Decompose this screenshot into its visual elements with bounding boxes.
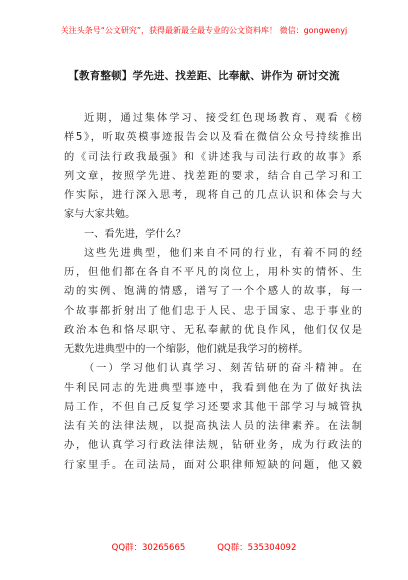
paragraph-line: 样5》，听取英模事迹报告会以及看在微信公众号持续推出 bbox=[64, 132, 362, 144]
section-heading: 一、看先进，学什么？ bbox=[84, 228, 186, 240]
paragraph-line: 牛利民同志的先进典型事迹中，我看到他在为了做好执法 bbox=[64, 382, 362, 394]
paragraph-line: 局工作，不但自己反复学习还要求其他干部学习与城管执 bbox=[64, 401, 362, 413]
paragraph-line: 办，他认真学习行政法律法规，钻研业务，成为行政法的 bbox=[64, 440, 362, 452]
paragraph-line: 政治本色和恪尽职守、无私奉献的优良作风，他们仅仅是 bbox=[64, 324, 362, 336]
paragraph-line: 动的实例、饱满的情感，谱写了一个个感人的故事，每一 bbox=[64, 286, 362, 298]
paragraph-line: 家与大家共勉。 bbox=[64, 209, 136, 221]
paragraph-line: 近期，通过集体学习、接受红色现场教育、观看《榜 bbox=[84, 113, 362, 124]
footer-banner bbox=[0, 541, 408, 553]
paragraph-line: 法有关的法律法规，以提高执法人员的法律素养。在法制 bbox=[64, 421, 362, 432]
paragraph-line: 列文章，按照学先进、找差距的要求，结合自己学习和工 bbox=[64, 170, 362, 182]
paragraph-line: 行家里手。在司法局，面对公职律师短缺的问题，他又毅 bbox=[64, 459, 362, 471]
paragraph-line: 这些先进典型，他们来自不同的行业，有着不同的经 bbox=[84, 247, 362, 259]
paragraph-line: （一）学习他们认真学习、刻苦钻研的奋斗精神。在 bbox=[84, 363, 362, 375]
document-title: 【教育整顿】学先进、找差距、比奉献、讲作为 研讨交流 bbox=[68, 70, 340, 82]
document-body bbox=[64, 109, 362, 475]
paragraph-line: 无数先进典型中的一个缩影，他们就是我学习的榜样。 bbox=[64, 344, 309, 355]
paragraph-line: 历，但他们都在各自不平凡的岗位上，用朴实的情怀、生 bbox=[64, 267, 362, 278]
footer-qq-group-1: QQ群：30265665 bbox=[111, 543, 186, 553]
paragraph-line: 的《司法行政我最强》和《讲述我与司法行政的故事》系 bbox=[64, 151, 362, 163]
footer-qq-group-2: QQ群：535304092 bbox=[217, 543, 297, 553]
paragraph-line: 个故事都折射出了他们忠于人民、忠于国家、忠于事业的 bbox=[64, 305, 362, 317]
header-banner: 关注头条号“公文研究”，获得最新最全最专业的公文资料库！ 微信：gongwenyj bbox=[60, 26, 348, 35]
paragraph-line: 作实际，进行深入思考，现将自己的几点认识和体会与大 bbox=[64, 190, 362, 201]
